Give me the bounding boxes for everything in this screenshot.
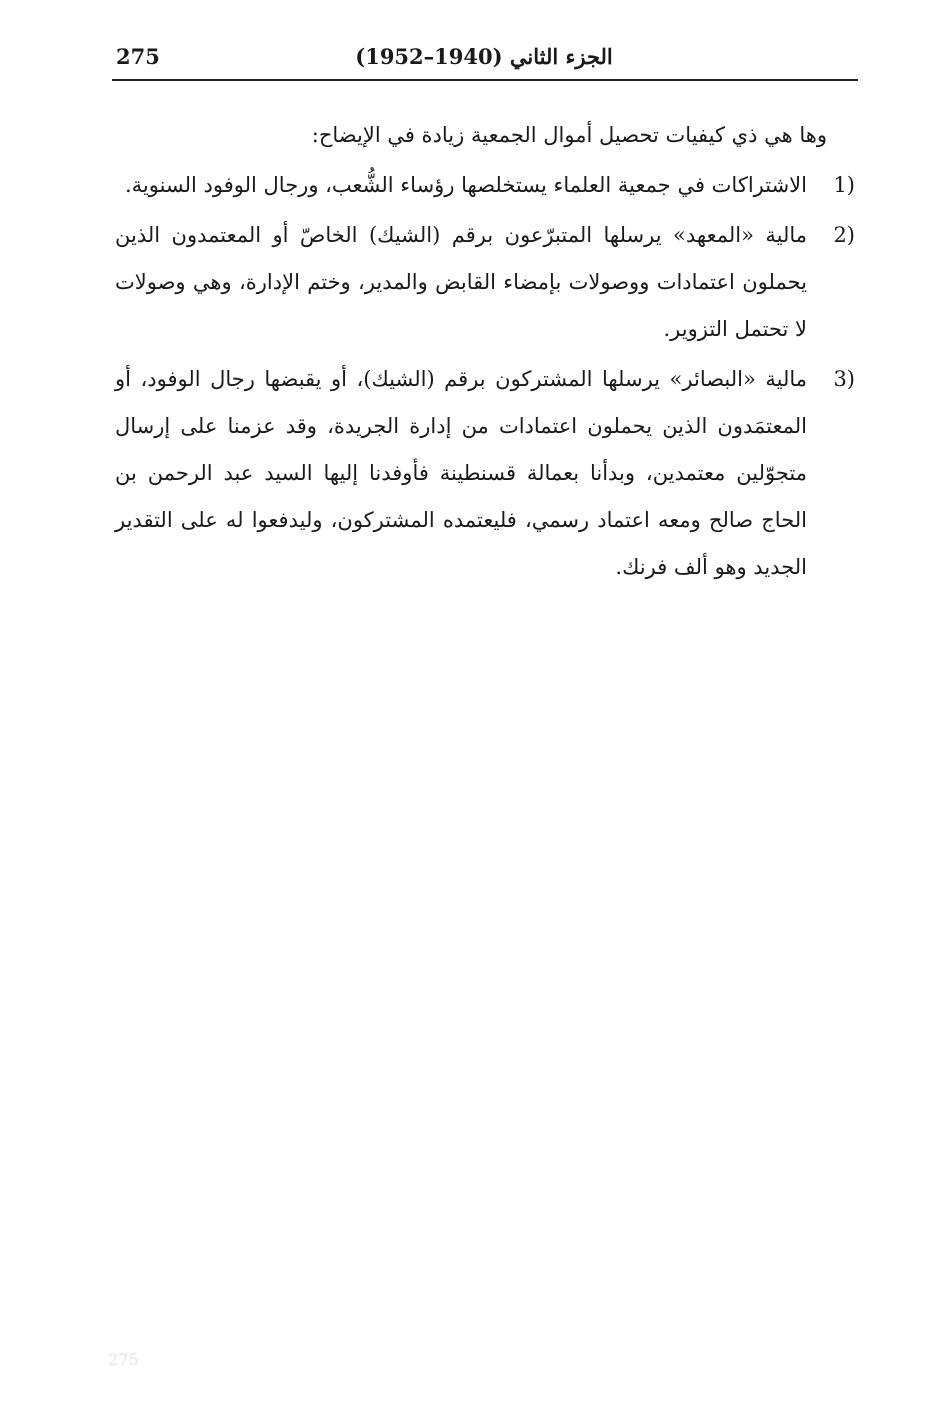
list-item-text: مالية «البصائر» يرسلها المشتركون برقم (الشيك)، أو يقبضها رجال الوفود، أو المعتمَدون الذين يحملون اعتمادات من إدارة الجريدة، وقد عزمنا على إرسال متجوّلين معتمدين، وبدأنا بعمالة قسنطينة فأوفدنا إليها السيد عبد الرحمن بن الحاج صالح ومعه اعتماد رسمي، فليعتمده المشتركون، وليدفعوا له على التقدير الجديد وهو ألف فرنك.	[115, 367, 807, 579]
page-body	[115, 112, 855, 591]
running-title: الجزء الثاني (1940–1952)	[355, 44, 613, 69]
list-item-2	[115, 212, 855, 353]
list-item-1	[115, 162, 855, 209]
faded-page-number: 275	[108, 1350, 139, 1369]
list-item-number: 3)	[833, 367, 855, 391]
intro-paragraph: وها هي ذي كيفيات تحصيل أموال الجمعية زيادة في الإيضاح:	[311, 123, 827, 147]
page-header	[110, 40, 858, 80]
header-rule	[112, 79, 858, 81]
list-item-number: 2)	[833, 223, 855, 247]
list-item-3	[115, 356, 855, 591]
list-item-text: مالية «المعهد» يرسلها المتبرّعون برقم (الشيك) الخاصّ أو المعتمدون الذين يحملون اعتمادات ووصولات بإمضاء القابض والمدير، وختم الإدارة، وهي وصولات لا تحتمل التزوير.	[115, 223, 807, 341]
list-item-text: الاشتراكات في جمعية العلماء يستخلصها رؤساء الشُّعب، ورجال الوفود السنوية.	[124, 173, 807, 197]
page-number: 275	[116, 44, 160, 69]
list-item-number: 1)	[833, 173, 855, 197]
